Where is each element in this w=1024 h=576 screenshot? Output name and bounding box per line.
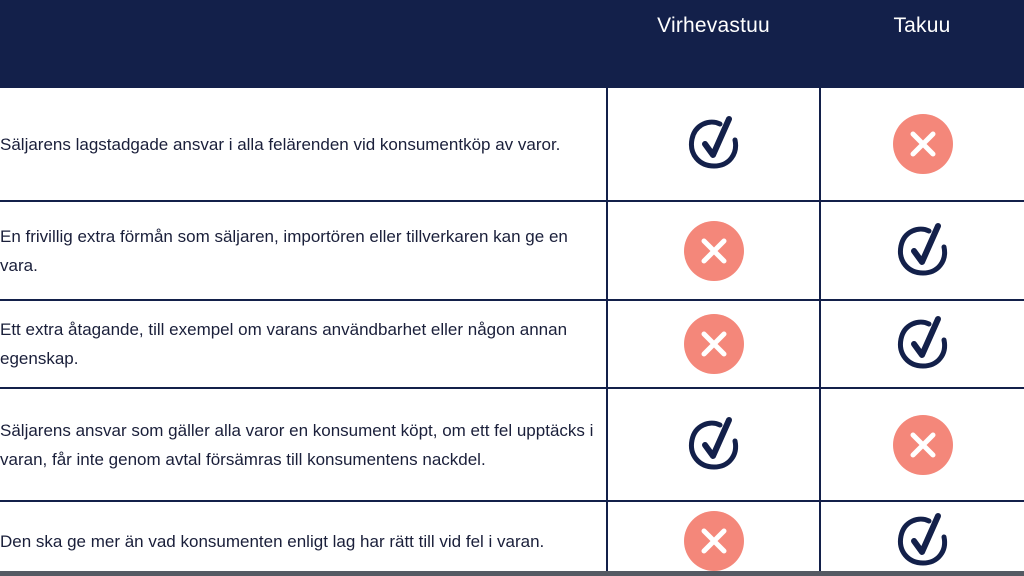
check-icon xyxy=(684,415,744,475)
row-description: Säljarens lagstadgade ansvar i alla felärenden vid konsumentköp av varor. xyxy=(0,87,607,201)
row-description: Säljarens ansvar som gäller alla varor en konsument köpt, om ett fel upptäcks i varan, får inte genom avtal försämras till konsumentens nackdel. xyxy=(0,388,607,501)
row-description: En frivillig extra förmån som säljaren, importören eller tillverkaren kan ge en vara. xyxy=(0,201,607,300)
table-row xyxy=(0,388,1024,501)
virhevastuu-cell xyxy=(607,388,820,501)
column-header-takuu: Takuu xyxy=(893,14,951,37)
cross-icon xyxy=(893,114,953,174)
virhevastuu-cell xyxy=(607,87,820,201)
cross-icon xyxy=(684,221,744,281)
cross-icon xyxy=(684,511,744,571)
takuu-cell xyxy=(820,388,1024,501)
takuu-cell xyxy=(820,87,1024,201)
row-description: Ett extra åtagande, till exempel om varans användbarhet eller någon annan egenskap. xyxy=(0,300,607,388)
check-icon xyxy=(893,221,953,281)
takuu-cell xyxy=(820,501,1024,576)
cross-icon xyxy=(893,415,953,475)
takuu-cell xyxy=(820,201,1024,300)
table-row xyxy=(0,300,1024,388)
table-header xyxy=(0,0,1024,86)
check-icon xyxy=(684,114,744,174)
virhevastuu-cell xyxy=(607,501,820,576)
virhevastuu-cell xyxy=(607,201,820,300)
table-row xyxy=(0,87,1024,201)
table-row xyxy=(0,201,1024,300)
column-header-virhevastuu: Virhevastuu xyxy=(657,14,770,37)
table-row xyxy=(0,501,1024,576)
comparison-table xyxy=(0,86,1024,576)
virhevastuu-cell xyxy=(607,300,820,388)
check-icon xyxy=(893,314,953,374)
check-icon xyxy=(893,511,953,571)
row-description: Den ska ge mer än vad konsumenten enligt lag har rätt till vid fel i varan. xyxy=(0,501,607,576)
bottom-edge-bar xyxy=(0,571,1024,576)
cross-icon xyxy=(684,314,744,374)
takuu-cell xyxy=(820,300,1024,388)
